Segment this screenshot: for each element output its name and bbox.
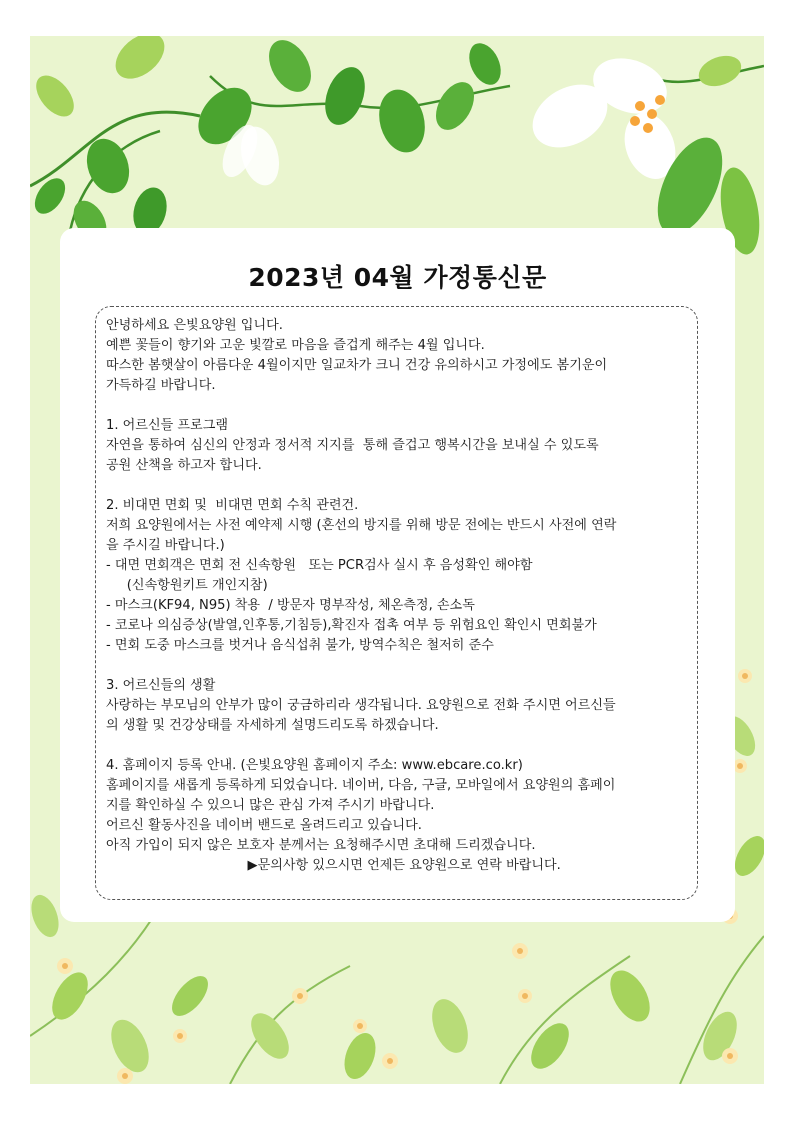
section-life	[106, 676, 687, 736]
text-line: (신속항원키트 개인지참)	[106, 578, 268, 593]
text-line: 의 생활 및 건강상태를 자세하게 설명드리도록 하겠습니다.	[106, 718, 439, 733]
text-line: 공원 산책을 하고자 합니다.	[106, 458, 262, 473]
section-programs	[106, 416, 687, 476]
text-line: 예쁜 꽃들이 향기와 고운 빛깔로 마음을 즐겁게 해주는 4월 입니다.	[106, 338, 485, 353]
text-line: 지를 확인하실 수 있으니 많은 관심 가져 주시기 바랍니다.	[106, 798, 435, 813]
text-line: - 마스크(KF94, N95) 착용 / 방문자 명부작성, 체온측정, 손소독	[106, 598, 475, 613]
greeting-paragraph	[106, 316, 687, 396]
section-heading: 4. 홈페이지 등록 안내. (은빛요양원 홈페이지 주소: www.ebcare.co.kr)	[106, 758, 523, 773]
text-line: - 면회 도중 마스크를 벗거나 음식섭취 불가, 방역수칙은 철저히 준수	[106, 638, 494, 653]
section-heading: 3. 어르신들의 생활	[106, 678, 216, 693]
text-line: - 대면 면회객은 면회 전 신속항원 또는 PCR검사 실시 후 음성확인 해야함	[106, 558, 533, 573]
content-box	[95, 306, 698, 900]
text-line: 을 주시길 바랍니다.)	[106, 538, 225, 553]
section-homepage	[106, 756, 687, 876]
text-line: 저희 요양원에서는 사전 예약제 시행 (혼선의 방지를 위해 방문 전에는 반드시 사전에 연락	[106, 518, 617, 533]
text-line: 아직 가입이 되지 않은 보호자 분께서는 요청해주시면 초대해 드리겠습니다.	[106, 838, 536, 853]
page-title: 2023년 04월 가정통신문	[248, 263, 547, 292]
text-line: 따스한 봄햇살이 아름다운 4월이지만 일교차가 크니 건강 유의하시고 가정에도 봄기운이	[106, 358, 608, 373]
section-visits	[106, 496, 687, 656]
spacer	[106, 656, 687, 676]
text-line: 어르신 활동사진을 네이버 밴드로 올려드리고 있습니다.	[106, 818, 422, 833]
section-heading: 2. 비대면 면회 및 비대면 면회 수칙 관련건.	[106, 498, 359, 513]
spacer	[106, 736, 687, 756]
section-heading: 1. 어르신들 프로그램	[106, 418, 229, 433]
text-line: 홈페이지를 새롭게 등록하게 되었습니다. 네이버, 다음, 구글, 모바일에서 요양원의 홈페이	[106, 778, 616, 793]
newsletter-card	[60, 228, 735, 922]
text-line: 사랑하는 부모님의 안부가 많이 궁금하리라 생각됩니다. 요양원으로 전화 주시면 어르신들	[106, 698, 616, 713]
text-line: - 코로나 의심증상(발열,인후통,기침등),확진자 접촉 여부 등 위험요인 확인시 면회불가	[106, 618, 597, 633]
text-line: 자연을 통하여 심신의 안정과 정서적 지지를 통해 즐겁고 행복시간을 보내실 수 있도록	[106, 438, 599, 453]
text-line: 안녕하세요 은빛요양원 입니다.	[106, 318, 283, 333]
text-line: 가득하길 바랍니다.	[106, 378, 216, 393]
spacer	[106, 396, 687, 416]
spacer	[106, 476, 687, 496]
contact-note: ▶문의사항 있으시면 언제든 요양원으로 연락 바랍니다.	[106, 858, 561, 873]
